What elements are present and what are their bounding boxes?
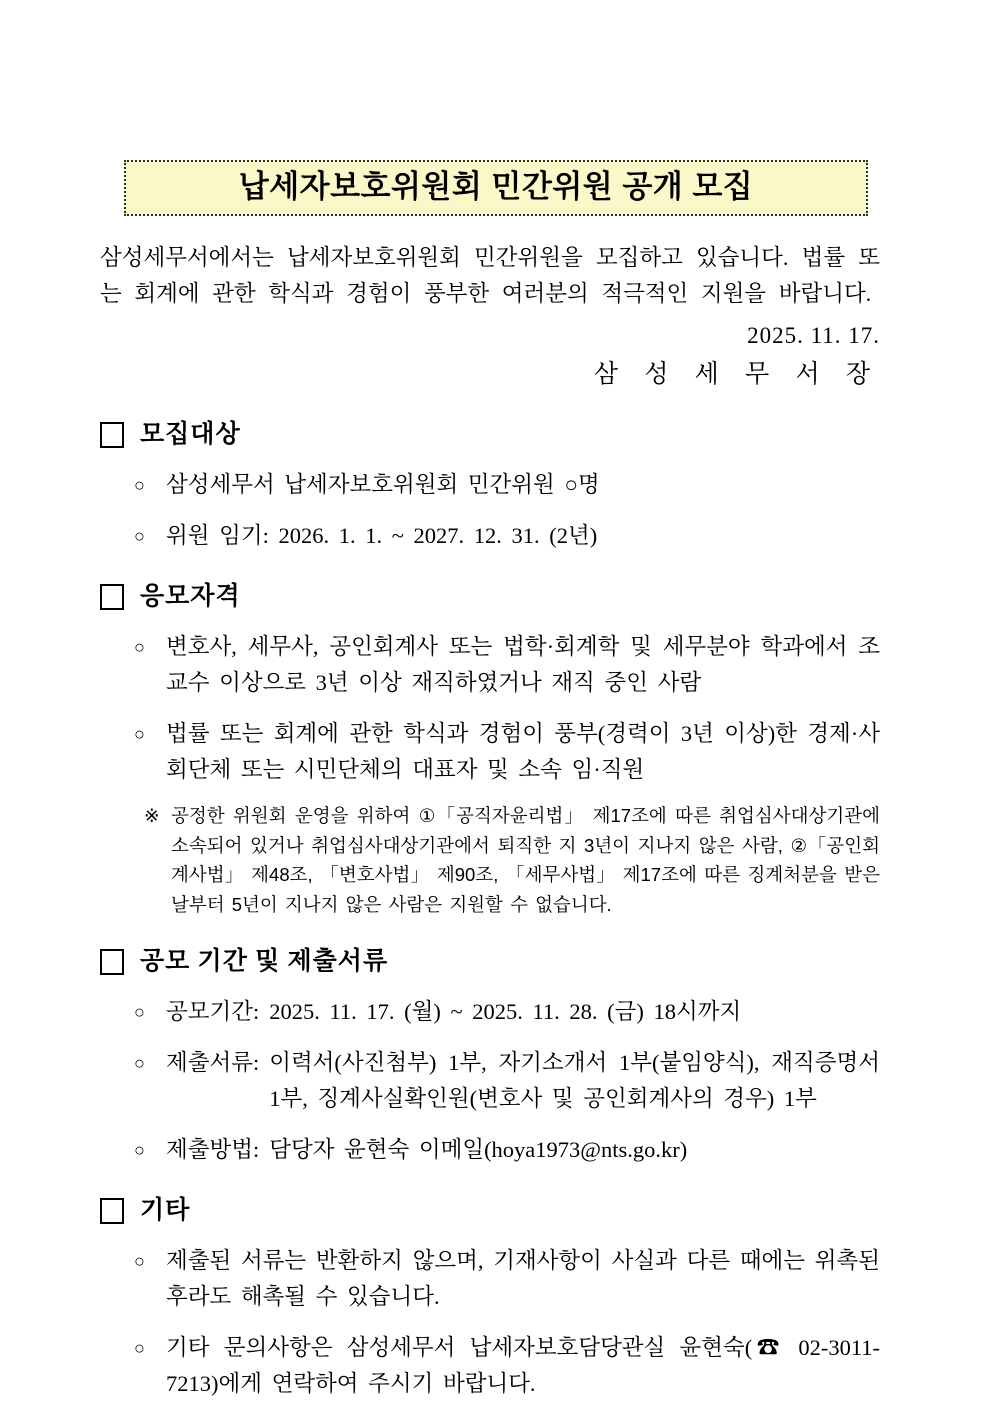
list-item-text: 삼성세무서 납세자보호위원회 민간위원 ○명: [166, 472, 600, 497]
circle-bullet-icon: ○: [134, 475, 145, 495]
section-heading-label: 모집대상: [140, 421, 241, 448]
item-label: 제출서류:: [166, 1050, 260, 1075]
list-item-text: 법률 또는 회계에 관한 학식과 경험이 풍부(경력이 3년 이상)한 경제·사회단체 또는 시민단체의 대표자 및 소속 임·직원: [166, 721, 880, 782]
square-bullet-icon: [100, 584, 124, 610]
section-qualifications: [100, 580, 880, 919]
list-item: [134, 518, 880, 554]
list-item: [134, 716, 880, 788]
list-item: [134, 629, 880, 701]
list-item-text: 제출된 서류는 반환하지 않으며, 기재사항이 사실과 다른 때에는 위촉된 후라도 해촉될 수 있습니다.: [166, 1248, 880, 1309]
list-item: [134, 1132, 880, 1168]
square-bullet-icon: [100, 949, 124, 975]
list-item: [134, 1045, 880, 1117]
list-item: [134, 1243, 880, 1315]
section-heading: [100, 945, 880, 979]
list-item-text: 변호사, 세무사, 공인회계사 또는 법학·회계학 및 세무분야 학과에서 조교수 이상으로 3년 이상 재직하였거나 재직 중인 사람: [166, 634, 880, 695]
circle-bullet-icon: ○: [134, 637, 145, 657]
section-heading: [100, 418, 880, 452]
section-period-and-documents: [100, 945, 880, 1168]
notice-date: 2025. 11. 17.: [747, 323, 880, 348]
circle-bullet-icon: ○: [134, 1140, 145, 1160]
list-item: [134, 1330, 880, 1402]
section-etc: [100, 1194, 880, 1402]
list-item-text: 2025. 11. 17. (월) ~ 2025. 11. 28. (금) 18시까지: [269, 999, 742, 1024]
section-heading: [100, 580, 880, 614]
list-item: [134, 467, 880, 503]
note-text: 공정한 위원회 운영을 위하여 ①「공직자윤리법」 제17조에 따른 취업심사대상기관에 소속되어 있거나 취업심사대상기관에서 퇴직한 지 3년이 지나지 않은 사람, ②「공인회계사법」 제48조, 「변호사법」 제90조, 「세무사법」 제17조에 따른 징계처분을 받은 날부터 5년이 지나지 않은 사람은 지원할 수 없습니다.: [171, 805, 880, 915]
section-heading-label: 공모 기간 및 제출서류: [140, 948, 389, 975]
qualification-restriction-note: [144, 801, 880, 919]
circle-bullet-icon: ○: [134, 1251, 145, 1271]
section-heading-label: 응모자격: [140, 583, 241, 610]
section-recruitment-target: [100, 418, 880, 554]
item-label: 공모기간:: [166, 999, 260, 1024]
circle-bullet-icon: ○: [134, 526, 145, 546]
note-marker-icon: ※: [144, 805, 160, 826]
circle-bullet-icon: ○: [134, 724, 145, 744]
list-item-text: 위원 임기: 2026. 1. 1. ~ 2027. 12. 31. (2년): [166, 523, 598, 548]
intro-paragraph: 삼성세무서에서는 납세자보호위원회 민간위원을 모집하고 있습니다. 법률 또는 회계에 관한 학식과 경험이 풍부한 여러분의 적극적인 지원을 바랍니다.: [100, 245, 880, 306]
section-heading: [100, 1194, 880, 1228]
contact-info-text: 기타 문의사항은 삼성세무서 납세자보호담당관실 윤현숙(☎ 02-3011-7213)에게 연락하여 주시기 바랍니다.: [166, 1335, 880, 1396]
notice-title-box: [124, 160, 868, 216]
circle-bullet-icon: ○: [134, 1338, 145, 1358]
square-bullet-icon: [100, 1198, 124, 1224]
square-bullet-icon: [100, 422, 124, 448]
item-label: 제출방법:: [166, 1137, 260, 1162]
list-item: [134, 994, 880, 1030]
page-title: 납세자보호위원회 민간위원 공개 모집: [238, 169, 754, 204]
issuer-signature: 삼 성 세 무 서 장: [593, 361, 880, 388]
submission-email-text: 담당자 윤현숙 이메일(hoya1973@nts.go.kr): [269, 1137, 688, 1162]
section-heading-label: 기타: [140, 1197, 191, 1224]
circle-bullet-icon: ○: [134, 1053, 145, 1073]
circle-bullet-icon: ○: [134, 1002, 145, 1022]
list-item-text: 이력서(사진첨부) 1부, 자기소개서 1부(붙임양식), 재직증명서 1부, 징계사실확인원(변호사 및 공인회계사의 경우) 1부: [269, 1050, 880, 1111]
